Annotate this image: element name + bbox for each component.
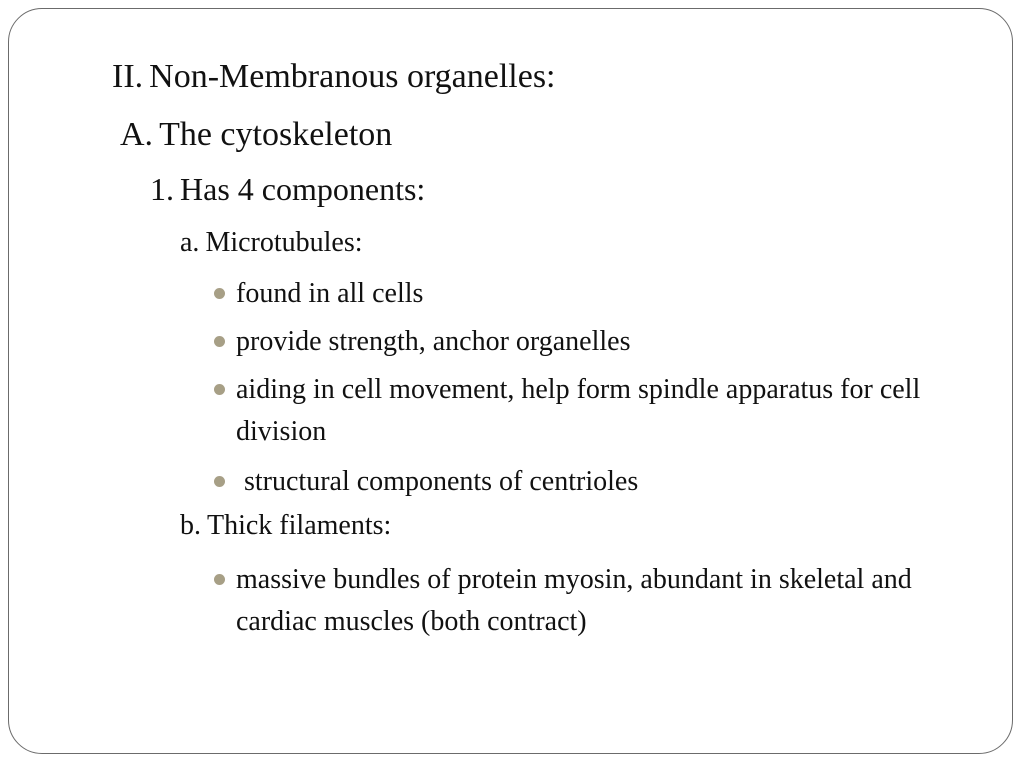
item-b-text: Thick filaments: [207, 510, 392, 541]
subsection-text: Has 4 components: [180, 171, 426, 207]
list-item-b [180, 510, 391, 542]
bullet-text: massive bundles of protein myosin, abundant in skeletal and cardiac muscles (both contract) [236, 564, 912, 637]
item-a-text: Microtubules: [205, 227, 363, 258]
bullet-icon [214, 288, 225, 299]
bullet-text: found in all cells [236, 278, 424, 309]
bullet-item [214, 461, 944, 503]
list-item-a [180, 227, 363, 259]
heading-number: II. [112, 58, 144, 95]
bullet-item [214, 321, 936, 363]
heading-level-3 [150, 171, 425, 208]
heading-level-2 [120, 116, 392, 154]
bullet-icon [214, 476, 225, 487]
bullet-text: structural components of centrioles [244, 466, 639, 497]
item-b-number: b. [180, 510, 201, 541]
bullet-item [214, 273, 936, 315]
bullet-item [214, 369, 936, 453]
subsection-number: 1. [150, 171, 174, 207]
bullet-icon [214, 384, 225, 395]
bullet-text: aiding in cell movement, help form spindle apparatus for cell division [236, 374, 921, 447]
item-a-number: a. [180, 227, 200, 258]
bullet-icon [214, 336, 225, 347]
heading-level-1 [112, 58, 556, 96]
bullet-item [214, 559, 936, 643]
section-number: A. [120, 116, 154, 153]
bullet-icon [214, 574, 225, 585]
heading-text: Non-Membranous organelles: [149, 58, 556, 95]
bullet-text: provide strength, anchor organelles [236, 326, 631, 357]
section-text: The cytoskeleton [159, 116, 393, 153]
